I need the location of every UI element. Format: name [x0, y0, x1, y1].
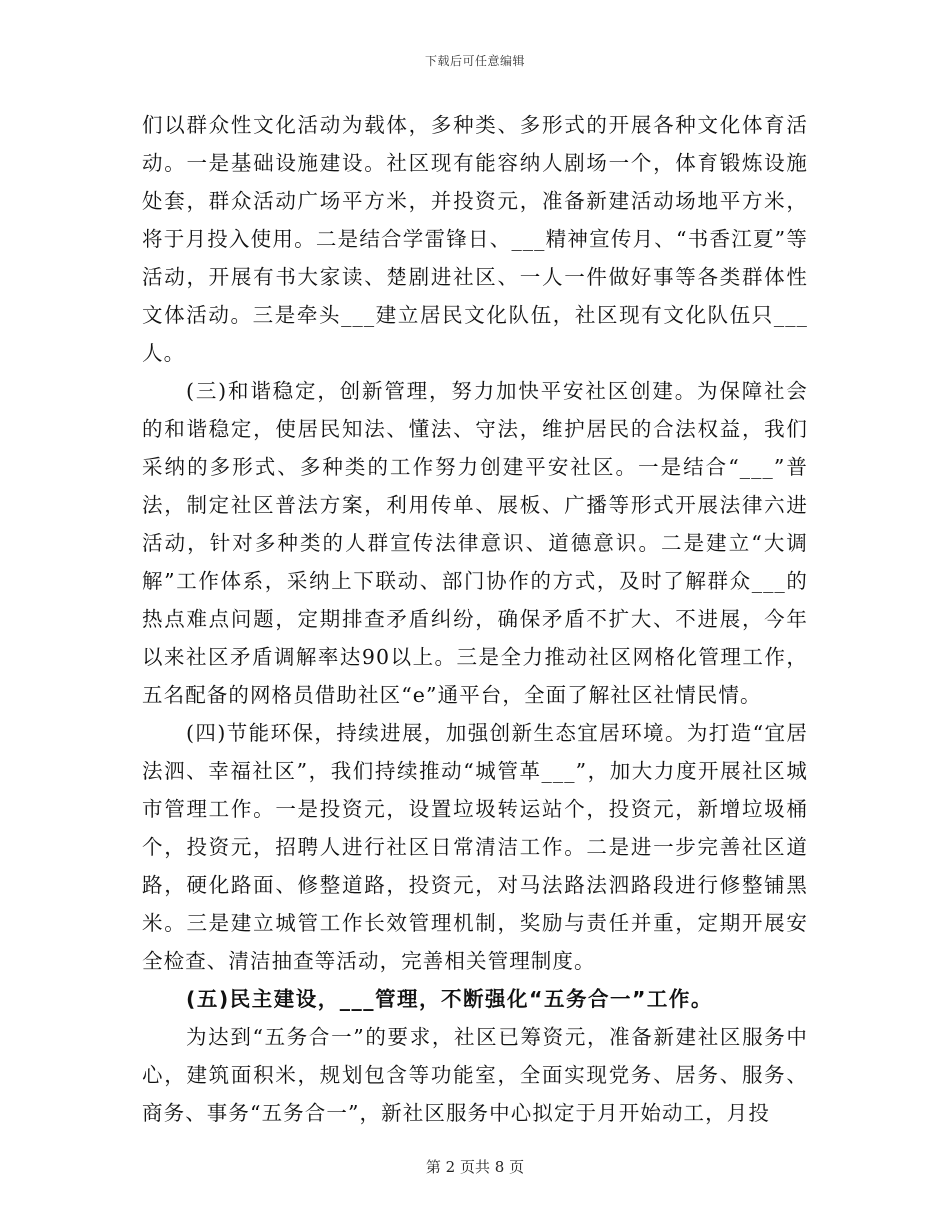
- paragraph-five-affairs: 为达到“五务合一”的要求，社区已筹资元，准备新建社区服务中心，建筑面积米，规划包含等功能室，全面实现党务、居务、服务、商务、事务“五务合一”，新社区服务中心拟定于月开始动工，月投: [142, 1025, 808, 1125]
- document-body: [142, 106, 808, 1132]
- paragraph-culture-activities: 们以群众性文化活动为载体，多种类、多形式的开展各种文化体育活动。一是基础设施建设。社区现有能容纳人剧场一个，体育锻炼设施处套，群众活动广场平方米，并投资元，准备新建活动场地平方米，将于月投入使用。二是结合学雷锋日、___精神宣传月、“书香江夏”等活动，开展有书大家读、楚剧进社区、一人一件做好事等各类群体性文体活动。三是牵头___建立居民文化队伍，社区现有文化队伍只___人。: [142, 113, 808, 365]
- section-heading-democracy: (五)民主建设，___管理，不断强化“五务合一”工作。: [186, 987, 713, 1011]
- paragraph-environment: (四)节能环保，持续进展，加强创新生态宜居环境。为打造“宜居法泗、幸福社区”，我们持续推动“城管革___”，加大力度开展社区城市管理工作。一是投资元，设置垃圾转运站个，投资元，新增垃圾桶个，投资元，招聘人进行社区日常清洁工作。二是进一步完善社区道路，硬化路面、修整道路，投资元，对马法路法泗路段进行修整铺黑米。三是建立城管工作长效管理机制，奖励与责任并重，定期开展安全检查、清洁抽查等活动，完善相关管理制度。: [142, 721, 808, 973]
- page-number-footer: 第 2 页共 8 页: [425, 1158, 525, 1176]
- page-header: 下载后可任意编辑: [424, 54, 525, 68]
- paragraph-harmony-stability: (三)和谐稳定，创新管理，努力加快平安社区创建。为保障社会的和谐稳定，使居民知法、懂法、守法，维护居民的合法权益，我们采纳的多形式、多种类的工作努力创建平安社区。一是结合“___”普法，制定社区普法方案，利用传单、展板、广播等形式开展法律六进活动，针对多种类的人群宣传法律意识、道德意识。二是建立“大调解”工作体系，采纳上下联动、部门协作的方式，及时了解群众___的热点难点问题，定期排查矛盾纠纷，确保矛盾不扩大、不进展，今年以来社区矛盾调解率达90以上。三是全力推动社区网格化管理工作，五名配备的网格员借助社区“e”通平台，全面了解社区社情民情。: [142, 379, 808, 707]
